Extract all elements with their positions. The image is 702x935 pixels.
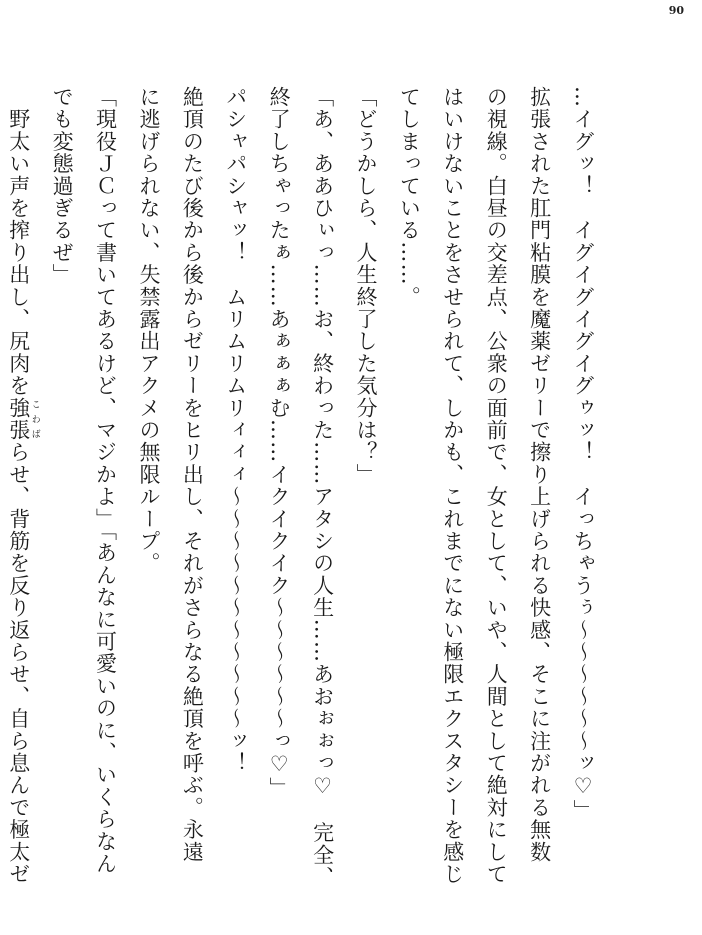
novel-text-body [6, 86, 604, 926]
text-segment: らせ、背筋を反り返らせ、自ら息んで極太ゼ [6, 441, 31, 886]
text-segment: 野太い声を搾り出し、尻肉を [6, 108, 31, 397]
text-line: 「どうかしら、人生終了した気分は？」 [353, 86, 378, 486]
text-line: …イグッ！ イグイグイグイグゥッ！ イっちゃうぅ〜〜〜〜〜〜ッ♡」 [571, 86, 595, 822]
text-line: でも変態過ぎるぜ」 [50, 86, 75, 286]
ruby-reading: こわば [29, 396, 40, 442]
page-number: 90 [668, 4, 684, 17]
ruby-word [6, 396, 40, 442]
text-line: 絶頂のたび後から後からゼリーをヒリ出し、それがさらなる絶頂を呼ぶ。永遠 [180, 86, 205, 863]
text-line: はいけないことをさせられて、しかも、これまでにない極限エクスタシーを感じ [440, 86, 465, 886]
text-line: 拡張された肛門粘膜を魔薬ゼリーで擦り上げられる快感、そこに注がれる無数 [527, 86, 552, 863]
text-line: に逃げられない、失禁露出アクメの無限ループ。 [136, 86, 161, 575]
text-line: てしまっている……。 [397, 86, 422, 308]
text-line: 「あ、ああひぃっ……お、終わった……アタシの人生……あおぉぉっ♡ 完全、 [310, 86, 335, 889]
text-line: 終了しちゃったぁ……あぁぁぁむ……イクイクイク〜〜〜〜〜〜っ♡」 [267, 86, 292, 800]
ruby-base: 強張 [6, 396, 31, 442]
text-line: の視線。白昼の交差点、公衆の面前で、女として、いや、人間として絶対にして [484, 86, 509, 886]
text-line-with-ruby [0, 86, 40, 926]
text-line: 「現役ＪＣって書いてあるけど、マジかよ」「あんなに可愛いのに、いくらなん [93, 86, 118, 875]
text-line: パシャパシャッ！ ムリムリムリィィィ〜〜〜〜〜〜〜〜〜〜〜ッ！ [223, 86, 248, 775]
